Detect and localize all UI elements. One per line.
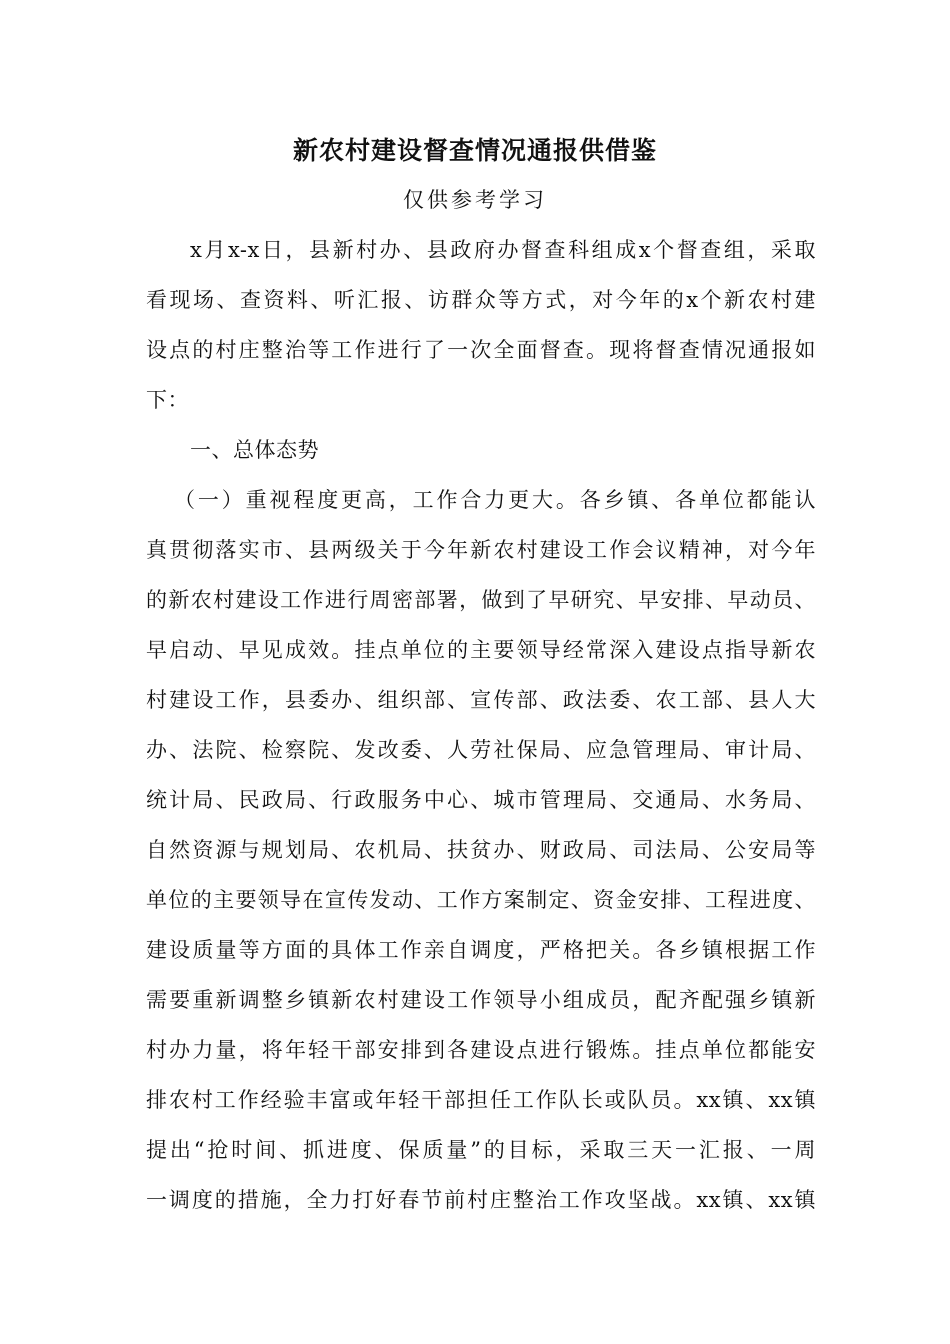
paragraph-line: 一调度的措施，全力打好春节前村庄整治工作攻坚战。xx镇、xx镇 xyxy=(146,1188,816,1212)
paragraph-line: 真贯彻落实市、县两级关于今年新农村建设工作会议精神，对今年 xyxy=(146,538,816,562)
paragraph-line: 看现场、查资料、听汇报、访群众等方式，对今年的x个新农村建 xyxy=(146,288,816,312)
paragraph-line: （一）重视程度更高，工作合力更大。各乡镇、各单位都能认 xyxy=(174,488,816,512)
document-body xyxy=(146,235,816,1235)
section-heading: 一、总体态势 xyxy=(190,438,319,462)
paragraph-line: 办、法院、检察院、发改委、人劳社保局、应急管理局、审计局、 xyxy=(146,738,816,762)
paragraph-line: 需要重新调整乡镇新农村建设工作领导小组成员，配齐配强乡镇新 xyxy=(146,988,816,1012)
paragraph-line: 的新农村建设工作进行周密部署，做到了早研究、早安排、早动员、 xyxy=(146,588,816,612)
paragraph-line: 单位的主要领导在宣传发动、工作方案制定、资金安排、工程进度、 xyxy=(146,888,816,912)
document-title: 新农村建设督查情况通报供借鉴 xyxy=(292,136,657,165)
paragraph-line: 下： xyxy=(146,388,189,412)
paragraph-line: 村建设工作，县委办、组织部、宣传部、政法委、农工部、县人大 xyxy=(146,688,816,712)
paragraph-line: 设点的村庄整治等工作进行了一次全面督查。现将督查情况通报如 xyxy=(146,338,816,362)
paragraph-line: 提出“抢时间、抓进度、保质量”的目标，采取三天一汇报、一周 xyxy=(146,1138,816,1162)
paragraph-line: 建设质量等方面的具体工作亲自调度，严格把关。各乡镇根据工作 xyxy=(146,938,816,962)
paragraph-line: 早启动、早见成效。挂点单位的主要领导经常深入建设点指导新农 xyxy=(146,638,816,662)
document-subtitle: 仅供参考学习 xyxy=(403,188,547,212)
paragraph-line: 排农村工作经验丰富或年轻干部担任工作队长或队员。xx镇、xx镇 xyxy=(146,1088,816,1112)
paragraph-line: x月x-x日，县新村办、县政府办督查科组成x个督查组，采取 xyxy=(190,238,816,262)
paragraph-line: 自然资源与规划局、农机局、扶贫办、财政局、司法局、公安局等 xyxy=(146,838,816,862)
paragraph-line: 统计局、民政局、行政服务中心、城市管理局、交通局、水务局、 xyxy=(146,788,816,812)
paragraph-line: 村办力量，将年轻干部安排到各建设点进行锻炼。挂点单位都能安 xyxy=(146,1038,816,1062)
